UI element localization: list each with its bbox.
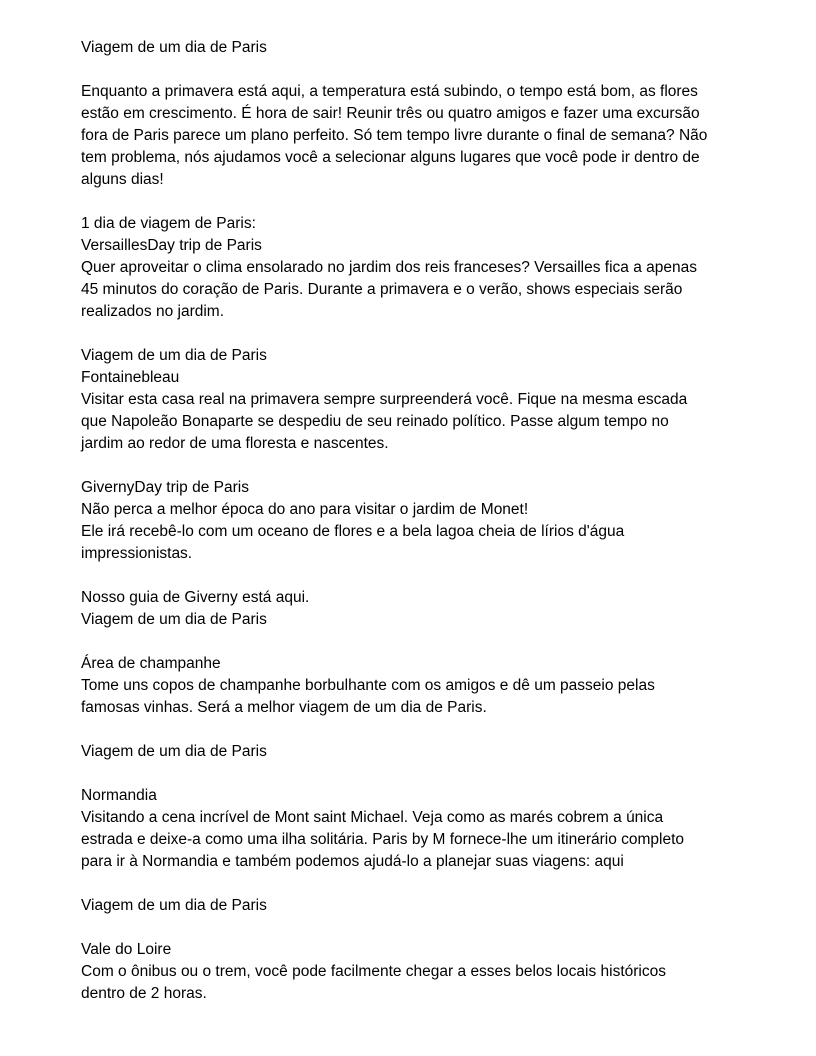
document-body bbox=[81, 37, 732, 1005]
text-line: alguns dias! bbox=[81, 171, 164, 188]
paragraph bbox=[81, 345, 732, 455]
text-line: GivernyDay trip de Paris bbox=[81, 479, 249, 496]
paragraph bbox=[81, 741, 732, 763]
paragraph bbox=[81, 939, 732, 1005]
paragraph bbox=[81, 477, 732, 565]
text-line: fora de Paris parece um plano perfeito. Só tem tempo livre durante o final de semana? Não bbox=[81, 127, 708, 144]
text-line: Área de champanhe bbox=[81, 655, 221, 672]
text-line: Fontainebleau bbox=[81, 369, 180, 386]
paragraph bbox=[81, 37, 732, 59]
text-line: 45 minutos do coração de Paris. Durante a primavera e o verão, shows especiais serão bbox=[81, 281, 683, 298]
text-line: VersaillesDay trip de Paris bbox=[81, 237, 262, 254]
text-line: 1 dia de viagem de Paris: bbox=[81, 215, 256, 232]
paragraph bbox=[81, 213, 732, 323]
text-line: realizados no jardim. bbox=[81, 303, 225, 320]
text-line: estrada e deixe-a como uma ilha solitária. Paris by M fornece-lhe um itinerário completo bbox=[81, 831, 685, 848]
text-line: Viagem de um dia de Paris bbox=[81, 611, 267, 628]
text-line: que Napoleão Bonaparte se despediu de seu reinado político. Passe algum tempo no bbox=[81, 413, 669, 430]
text-line: tem problema, nós ajudamos você a selecionar alguns lugares que você pode ir dentro de bbox=[81, 149, 700, 166]
text-line: Visitar esta casa real na primavera sempre surpreenderá você. Fique na mesma escada bbox=[81, 391, 688, 408]
text-line: impressionistas. bbox=[81, 545, 193, 562]
text-line: estão em crescimento. É hora de sair! Reunir três ou quatro amigos e fazer uma excursão bbox=[81, 105, 700, 122]
text-line: jardim ao redor de uma floresta e nascentes. bbox=[81, 435, 389, 452]
text-line: Normandia bbox=[81, 787, 157, 804]
text-line: famosas vinhas. Será a melhor viagem de um dia de Paris. bbox=[81, 699, 487, 716]
text-line: Viagem de um dia de Paris bbox=[81, 743, 267, 760]
text-line: Viagem de um dia de Paris bbox=[81, 39, 267, 56]
text-line: Viagem de um dia de Paris bbox=[81, 897, 267, 914]
text-line: Vale do Loire bbox=[81, 941, 172, 958]
paragraph bbox=[81, 81, 732, 191]
text-line: dentro de 2 horas. bbox=[81, 985, 207, 1002]
text-line: Ele irá recebê-lo com um oceano de flores e a bela lagoa cheia de lírios d'água bbox=[81, 523, 625, 540]
paragraph bbox=[81, 587, 732, 631]
paragraph bbox=[81, 785, 732, 873]
text-line: para ir à Normandia e também podemos ajudá-lo a planejar suas viagens: aqui bbox=[81, 853, 624, 870]
text-line: Tome uns copos de champanhe borbulhante com os amigos e dê um passeio pelas bbox=[81, 677, 655, 694]
paragraph bbox=[81, 653, 732, 719]
text-line: Viagem de um dia de Paris bbox=[81, 347, 267, 364]
text-line: Nosso guia de Giverny está aqui. bbox=[81, 589, 310, 606]
text-line: Enquanto a primavera está aqui, a temperatura está subindo, o tempo está bom, as flores bbox=[81, 83, 698, 100]
text-line: Quer aproveitar o clima ensolarado no jardim dos reis franceses? Versailles fica a apenas bbox=[81, 259, 698, 276]
text-line: Visitando a cena incrível de Mont saint Michael. Veja como as marés cobrem a única bbox=[81, 809, 664, 826]
paragraph bbox=[81, 895, 732, 917]
text-line: Não perca a melhor época do ano para visitar o jardim de Monet! bbox=[81, 501, 529, 518]
text-line: Com o ônibus ou o trem, você pode facilmente chegar a esses belos locais históricos bbox=[81, 963, 666, 980]
